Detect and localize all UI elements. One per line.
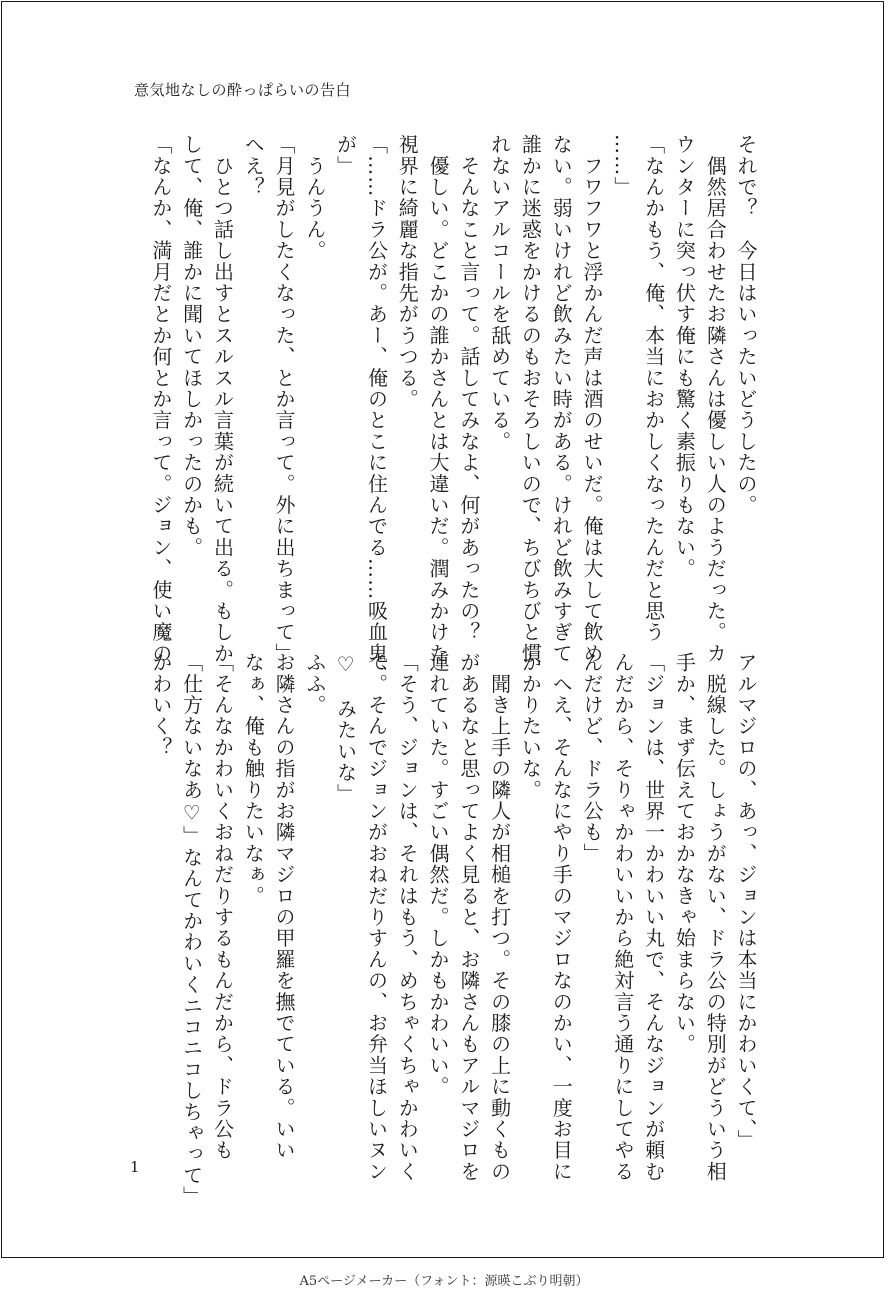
footer-credit: A5ページメーカー（フォント：源暎こぶり明朝） <box>299 1274 589 1289</box>
text-block-top: それで？ 今日はいったいどうしたの。 偶然居合わせたお隣さんは優しい人のようだった。カ ウンターに突っ伏す俺にも驚く素振りもない。 「なんかもう、俺、本当におかしくなったんだと思う ……」 フワフワと浮かんだ声は酒のせいだ。俺は大して飲め ない。弱いけれど飲みたい時がある。けれど飲みすぎて 誰かに迷惑をかけるのもおそろしいので、ちびちびと慣 れないアルコールを舐めている。 そんなこと言って。話してみなよ、何があったの？ 優しい。どこかの誰かさんとは大違いだ。潤みかけた 視界に綺麗な指先がうつる。 「……ドラ公が。あー、俺のとこに住んでる……吸血鬼、 が」 うんうん。 「月見がしたくなった、とか言って。外に出ちまって」 へえ？ ひとつ話し出すとスルスル言葉が続いて出る。もしか して、俺、誰かに聞いてほしかったのかも。 「なんか、満月だとか何とか言って。ジョン、使い魔の <box>148 134 758 686</box>
page-number: 1 <box>130 1158 140 1176</box>
page-frame <box>1 1 884 1258</box>
running-title: 意気地なしの酔っぱらいの告白 <box>134 81 352 99</box>
text-block-bottom: アルマジロの、あっ、ジョンは本当にかわいくて、」 脱線した。しょうがない、ドラ公の特別がどういう相 手か、まず伝えておかなきゃ始まらない。 「ジョンは、世界一かわいい丸で、そんなジョンが頼む んだから、そりゃかわいいから絶対言う通りにしてやる んだけど、ドラ公も」 へえ、そんなにやり手のマジロなのかい、一度お目に かかりたいな。 聞き上手の隣人が相槌を打つ。その膝の上に動くもの があるなと思ってよく見ると、お隣さんもアルマジロを 連れていた。すごい偶然だ。しかもかわいい。 「そう、ジョンは、それはもう、めちゃくちゃかわいく て。そんでジョンがおねだりすんの、お弁当ほしいヌン ♡ みたいな」 ふふ。 お隣さんの指がお隣マジロの甲羅を撫でている。いい なぁ、俺も触りたいなぁ。 「そんなかわいくおねだりするもんだから、ドラ公も 「仕方ないなあ♡」なんてかわいくニコニコしちゃって」 かわいく？ <box>148 652 758 1208</box>
